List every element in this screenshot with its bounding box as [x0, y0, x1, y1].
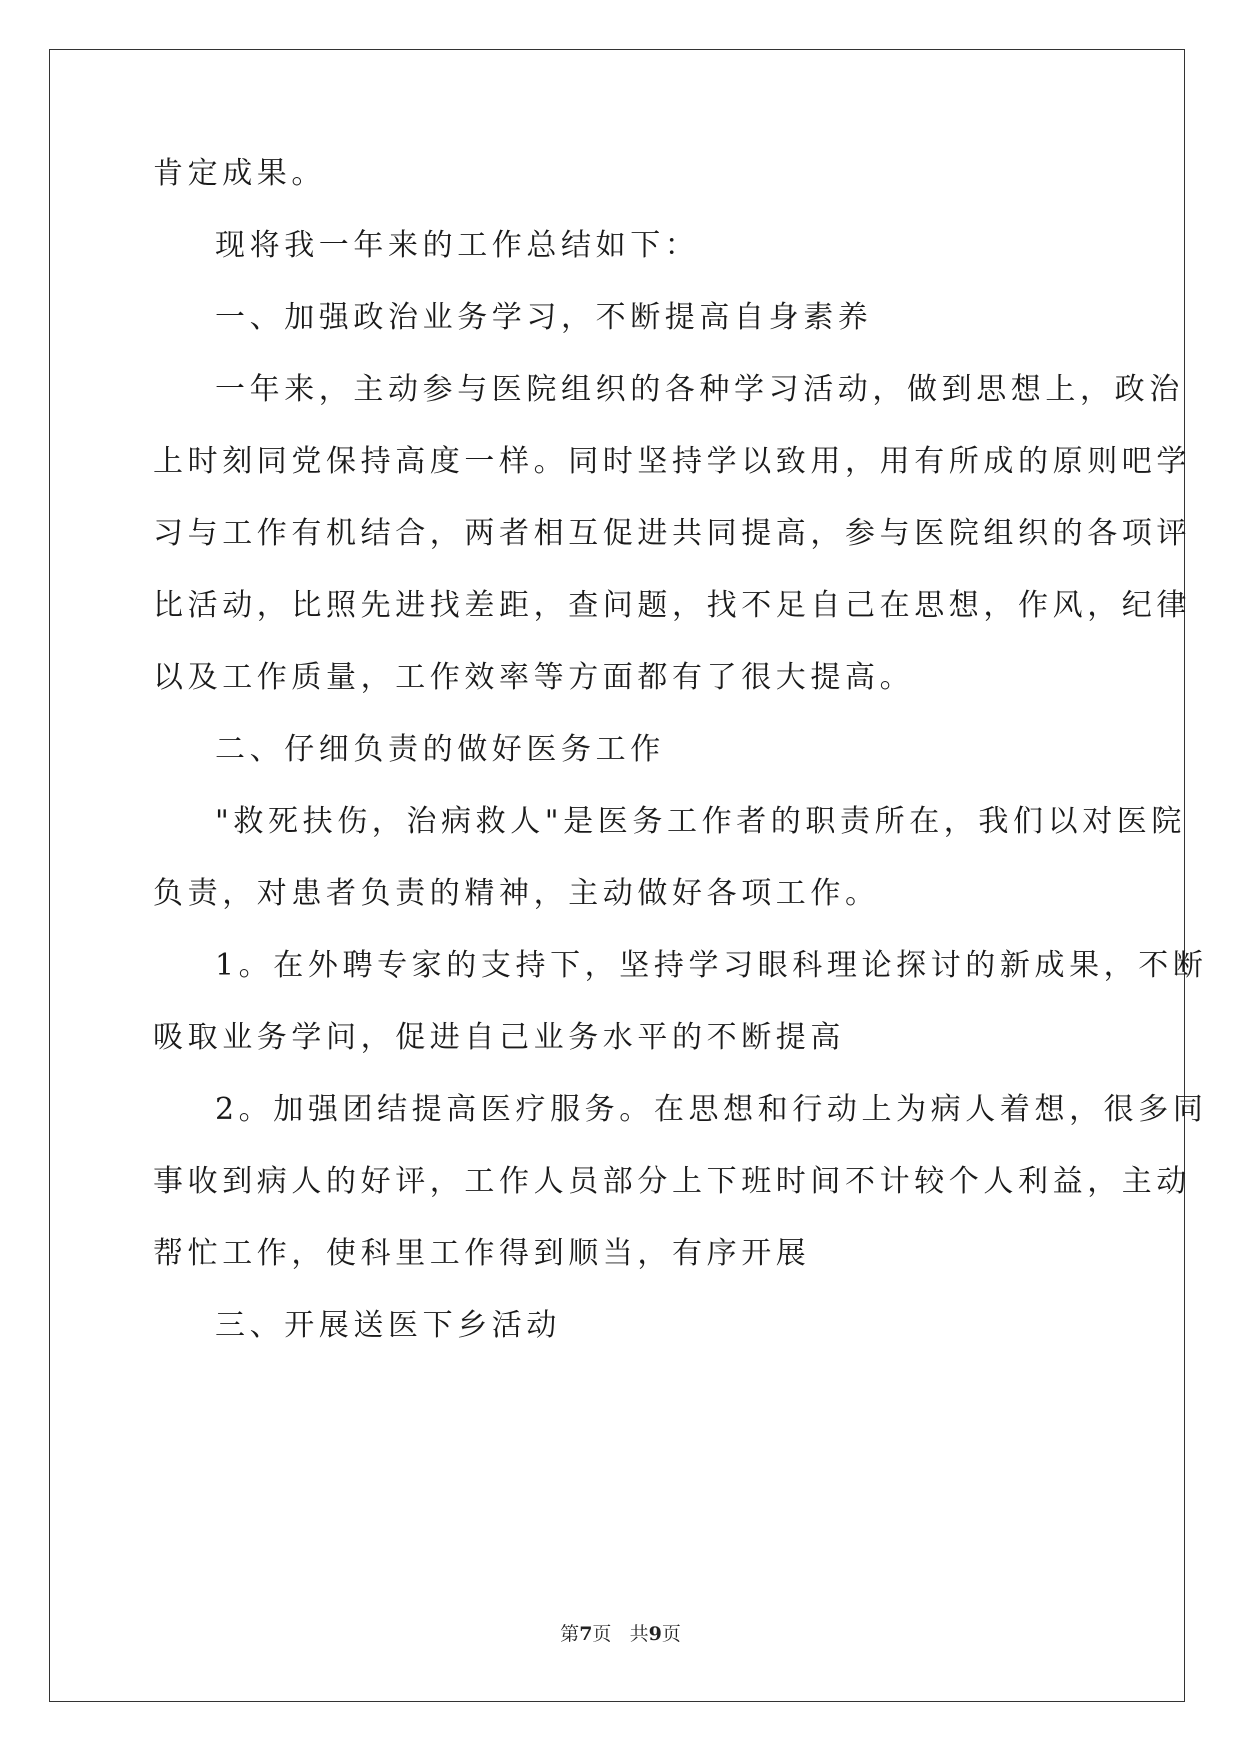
section-heading: 三、开展送医下乡活动: [215, 1308, 561, 1343]
text-line: 现将我一年来的工作总结如下：: [215, 228, 700, 263]
total-label-prefix: 共: [629, 1623, 649, 1645]
section-heading: 一、加强政治业务学习，不断提高自身素养: [215, 300, 873, 335]
text-line: 负责，对患者负责的精神，主动做好各项工作。: [153, 876, 880, 911]
total-label-suffix: 页: [661, 1623, 681, 1645]
text-line: 帮忙工作，使科里工作得到顺当，有序开展: [153, 1236, 811, 1271]
page-label-suffix: 页: [592, 1623, 612, 1645]
text-line: 事收到病人的好评，工作人员部分上下班时间不计较个人利益，主动: [153, 1164, 1191, 1199]
text-line: 上时刻同党保持高度一样。同时坚持学以致用，用有所成的原则吧学: [153, 444, 1191, 479]
page-footer: [0, 1622, 1241, 1646]
text-line: 以及工作质量，工作效率等方面都有了很大提高。: [153, 660, 915, 695]
text-line: 1。在外聘专家的支持下，坚持学习眼科理论探讨的新成果，不断: [215, 948, 1208, 983]
text-line: 一年来，主动参与医院组织的各种学习活动，做到思想上，政治: [215, 372, 1184, 407]
text-line: 比活动，比照先进找差距，查问题，找不足自己在思想，作风，纪律: [153, 588, 1191, 623]
page-label-prefix: 第: [560, 1623, 580, 1645]
section-heading: 二、仔细负责的做好医务工作: [215, 732, 665, 767]
text-line: "救死扶伤，治病救人"是医务工作者的职责所在，我们以对医院: [215, 804, 1186, 839]
total-pages: 9: [648, 1623, 662, 1645]
text-line: 吸取业务学问，促进自己业务水平的不断提高: [153, 1020, 845, 1055]
text-line: 肯定成果。: [153, 156, 326, 191]
page-number: 7: [579, 1623, 593, 1645]
text-line: 2。加强团结提高医疗服务。在思想和行动上为病人着想，很多同: [215, 1092, 1208, 1127]
text-line: 习与工作有机结合，两者相互促进共同提高，参与医院组织的各项评: [153, 516, 1191, 551]
